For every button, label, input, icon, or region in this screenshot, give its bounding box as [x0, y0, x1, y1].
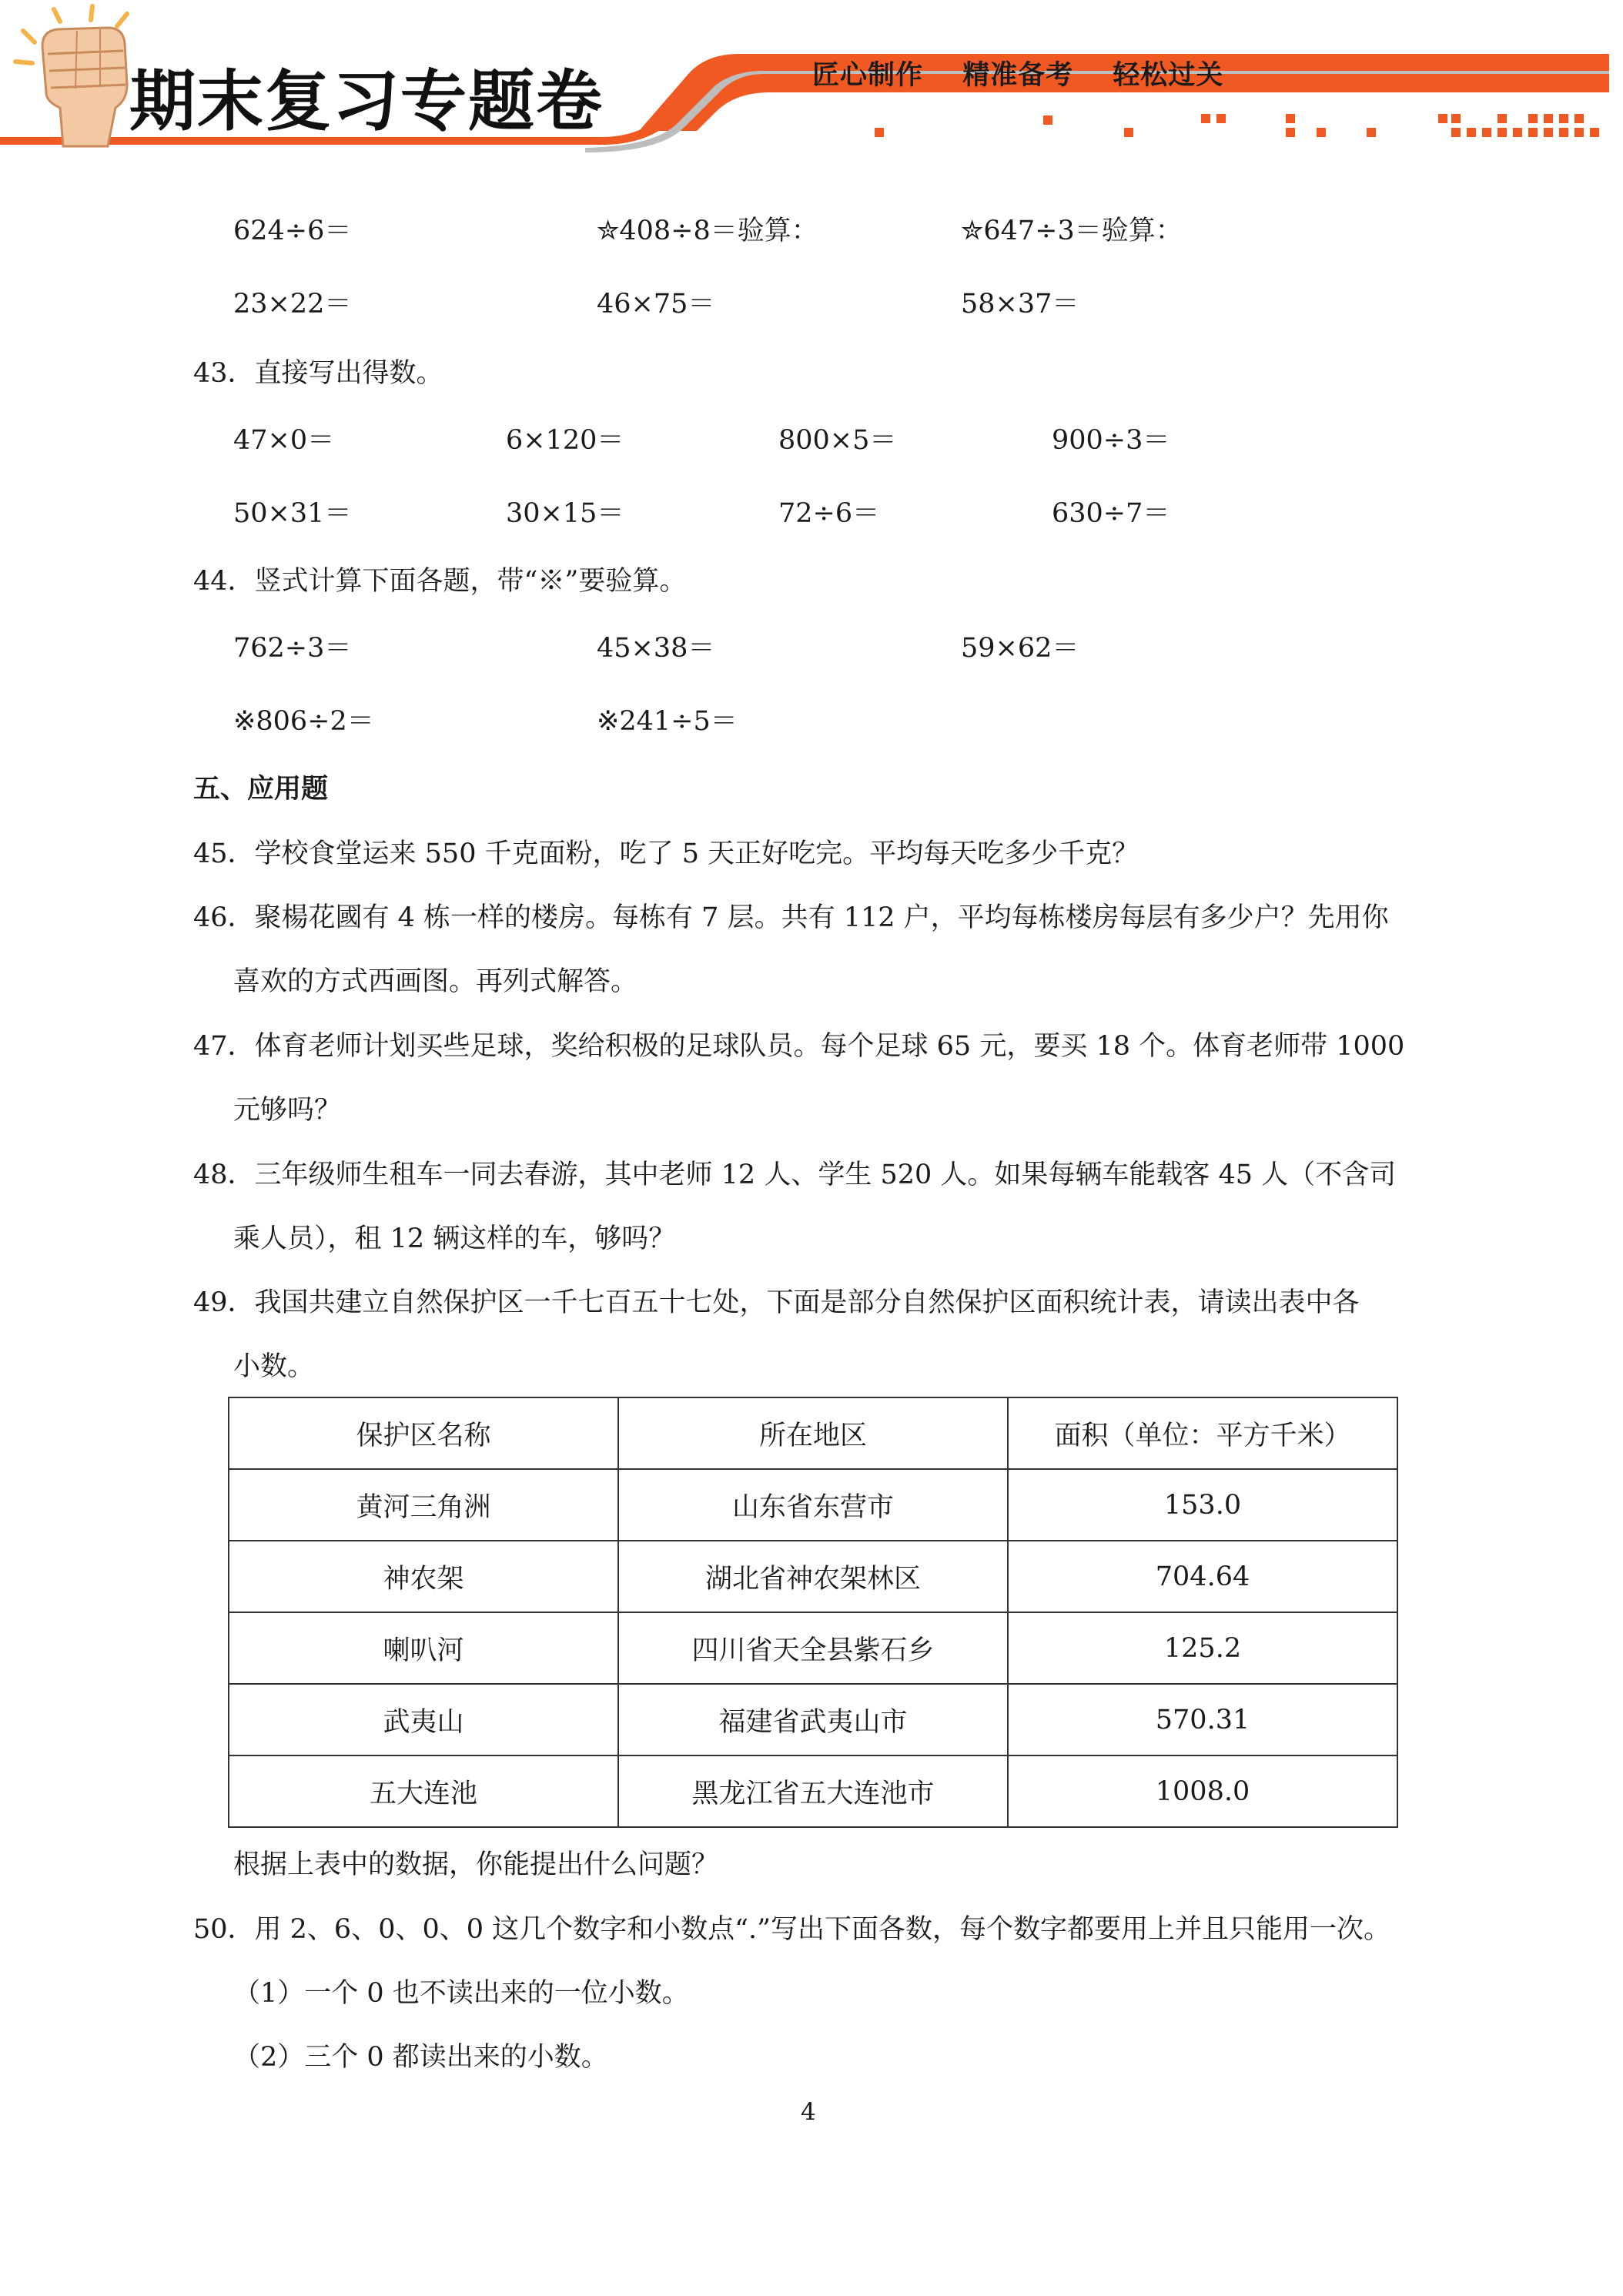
- table-header-row: [229, 1397, 1397, 1469]
- table-header-cell: 所在地区: [618, 1397, 1008, 1469]
- table-header-cell: 保护区名称: [229, 1397, 618, 1469]
- table-cell: 武夷山: [229, 1684, 618, 1755]
- table-cell: 湖北省神农架林区: [618, 1541, 1008, 1612]
- calc-expression: 45×38＝: [597, 633, 715, 664]
- table-row: [229, 1469, 1397, 1541]
- question-47-line2: 元够吗？: [233, 1095, 342, 1126]
- table-cell: 570.31: [1008, 1684, 1397, 1755]
- calc-expression: 624÷6＝: [233, 216, 352, 246]
- table-cell: 四川省天全县紫石乡: [618, 1612, 1008, 1684]
- section-heading: 五、应用题: [193, 774, 329, 805]
- question-49-line2: 小数。: [233, 1351, 315, 1382]
- question-50-line1: 50．用 2、6、0、0、0 这几个数字和小数点“.”写出下面各数，每个数字都要用上并且只能用一次。: [193, 1914, 1391, 1945]
- table-header-cell: 面积（单位：平方千米）: [1008, 1397, 1397, 1469]
- calc-expression: 30×15＝: [506, 498, 624, 529]
- slogan-1: 匠心制作: [812, 60, 924, 91]
- table-cell: 山东省东营市: [618, 1469, 1008, 1541]
- table-row: [229, 1755, 1397, 1827]
- calc-expression: 58×37＝: [961, 289, 1079, 320]
- calc-expression: 800×5＝: [778, 425, 897, 456]
- calc-expression: 630÷7＝: [1052, 498, 1170, 529]
- question-49-line1: 49．我国共建立自然保护区一千七百五十七处，下面是部分自然保护区面积统计表，请读出表中各: [193, 1287, 1360, 1318]
- table-row: [229, 1684, 1397, 1755]
- fist-icon: [15, 6, 127, 146]
- table-cell: 黄河三角洲: [229, 1469, 618, 1541]
- header-slogans: [812, 54, 1253, 92]
- table-row: [229, 1612, 1397, 1684]
- question-43-title: 43．直接写出得数。: [193, 358, 443, 389]
- calc-expression: ※241÷5＝: [597, 706, 738, 737]
- calc-expression: 47×0＝: [233, 425, 335, 456]
- calc-expression: ※806÷2＝: [233, 706, 374, 737]
- reserves-table: [228, 1397, 1398, 1828]
- calc-expression: 59×62＝: [961, 633, 1079, 664]
- decor-squares: [875, 114, 1599, 137]
- question-46-line1: 46．聚楊花國有 4 栋一样的楼房。每栋有 7 层。共有 112 户，平均每栋楼房每层有多少户？先用你: [193, 902, 1389, 933]
- question-50-sub2: （2）三个 0 都读出来的小数。: [233, 2042, 608, 2073]
- table-cell: 704.64: [1008, 1541, 1397, 1612]
- calc-expression: 46×75＝: [597, 289, 715, 320]
- calc-expression: ✮647÷3＝验算：: [961, 216, 1183, 246]
- page-header: [0, 0, 1623, 154]
- question-48-line1: 48．三年级师生租车一同去春游，其中老师 12 人、学生 520 人。如果每辆车能载客 45 人（不含司: [193, 1160, 1397, 1190]
- slogan-3: 轻松过关: [1113, 60, 1224, 91]
- calc-expression: 72÷6＝: [778, 498, 880, 529]
- table-row: [229, 1541, 1397, 1612]
- calc-expression: 23×22＝: [233, 289, 352, 320]
- page-number: 4: [801, 2098, 816, 2126]
- table-cell: 神农架: [229, 1541, 618, 1612]
- question-48-line2: 乘人员），租 12 辆这样的车，够吗？: [233, 1223, 676, 1254]
- question-46-line2: 喜欢的方式西画图。再列式解答。: [233, 966, 638, 997]
- table-cell: 五大连池: [229, 1755, 618, 1827]
- table-cell: 福建省武夷山市: [618, 1684, 1008, 1755]
- table-cell: 125.2: [1008, 1612, 1397, 1684]
- table-cell: 1008.0: [1008, 1755, 1397, 1827]
- calc-expression: 50×31＝: [233, 498, 352, 529]
- calc-expression: 900÷3＝: [1052, 425, 1170, 456]
- question-49-followup: 根据上表中的数据，你能提出什么问题？: [233, 1849, 719, 1880]
- table-cell: 153.0: [1008, 1469, 1397, 1541]
- slogan-2: 精准备考: [962, 60, 1074, 91]
- calc-expression: 762÷3＝: [233, 633, 352, 664]
- table-cell: 黑龙江省五大连池市: [618, 1755, 1008, 1827]
- question-44-title: 44．竖式计算下面各题，带“※”要验算。: [193, 566, 687, 597]
- question-50-sub1: （1）一个 0 也不读出来的一位小数。: [233, 1978, 689, 2009]
- calc-expression: ✮408÷8＝验算：: [597, 216, 818, 246]
- question-45: 45．学校食堂运来 550 千克面粉，吃了 5 天正好吃完。平均每天吃多少千克？: [193, 838, 1139, 869]
- question-47-line1: 47．体育老师计划买些足球，奖给积极的足球队员。每个足球 65 元，要买 18 个。体育老师带 1000: [193, 1031, 1405, 1062]
- table-cell: 喇叭河: [229, 1612, 618, 1684]
- calc-expression: 6×120＝: [506, 425, 624, 456]
- header-title: 期末复习专题卷: [129, 63, 604, 140]
